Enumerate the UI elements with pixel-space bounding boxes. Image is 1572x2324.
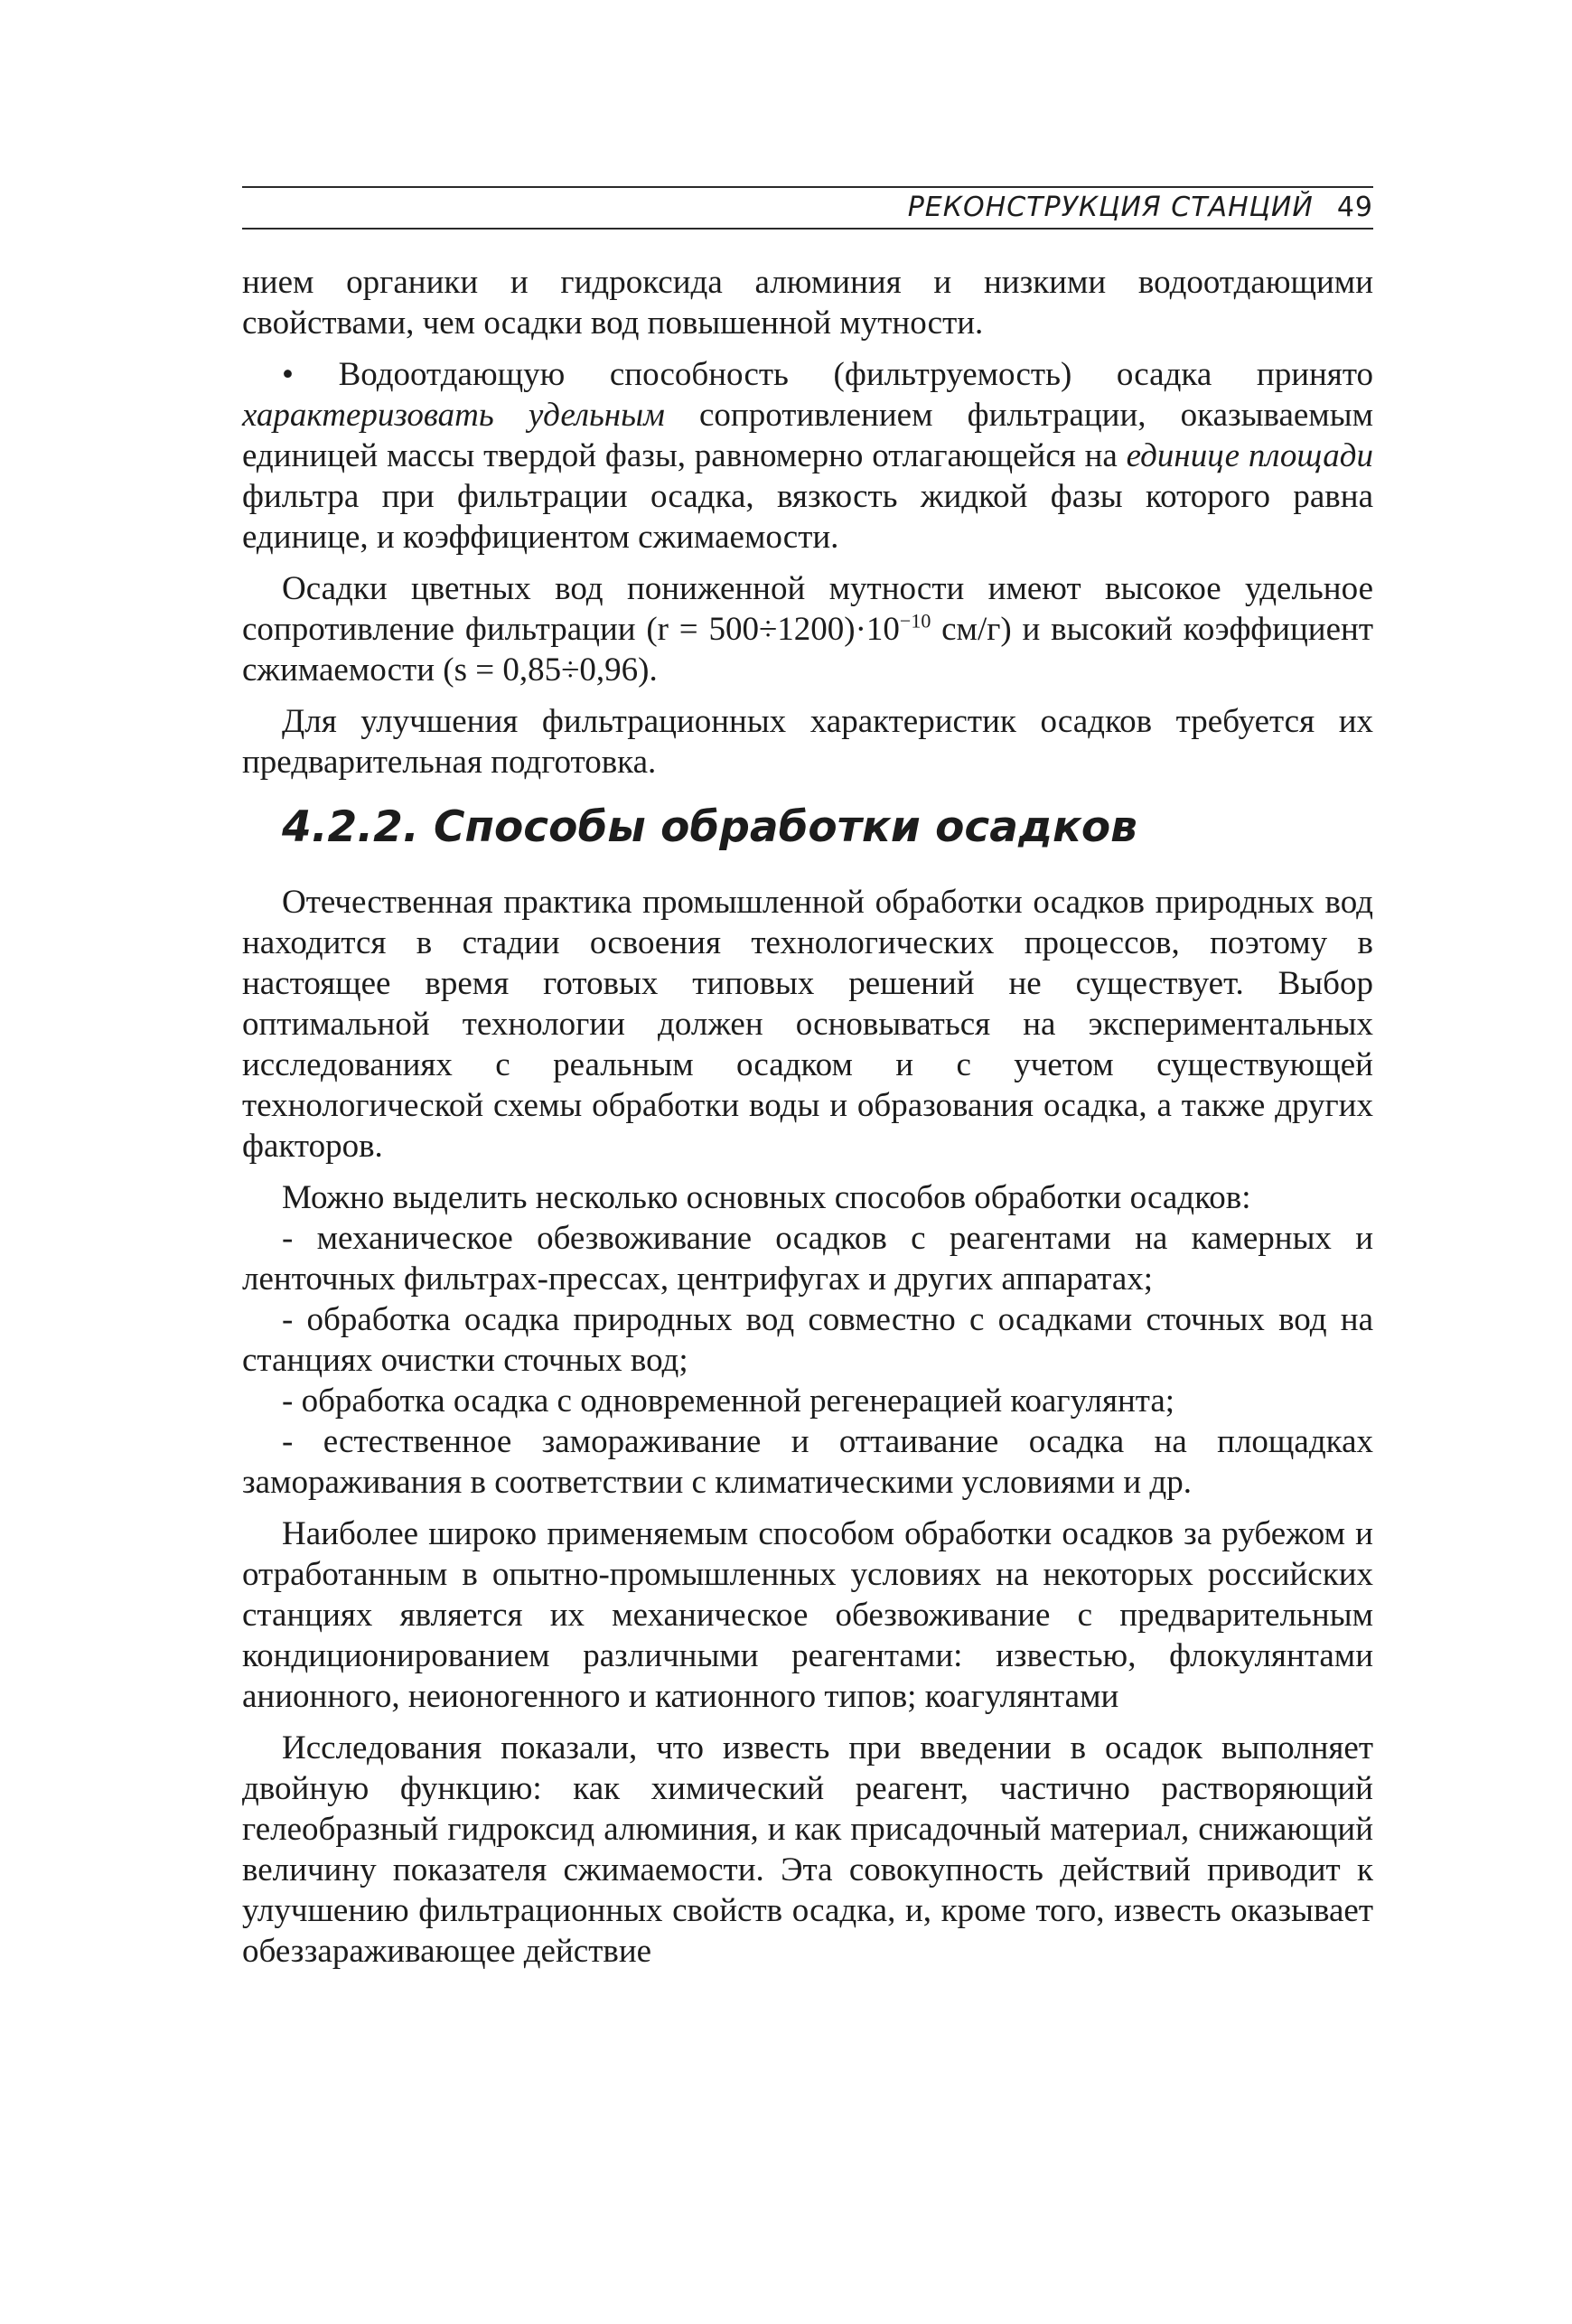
section-heading: 4.2.2. Способы обработки осадков <box>282 802 1137 852</box>
filterability-italic-2: единице площади <box>1126 437 1374 474</box>
text-block-top <box>242 262 1373 782</box>
paragraph-lime-research: Исследования показали, что известь при введении в осадок выполняет двойную функцию: как химический реагент, частично растворяющий гелеобразный гидроксид алюминия, и как присадочный материал, снижающий величину показателя сжимаемости. Эта совокупность действий приводит к улучшению фильтрационных свойств осадка, и, кроме того, известь оказывает обеззараживающее действие <box>242 1729 1373 1970</box>
text-block-bottom <box>242 882 1373 1972</box>
paragraph-filterability <box>242 354 1373 558</box>
list-item: - обработка осадка природных вод совместно с осадками сточных вод на станциях очистки сточных вод; <box>242 1301 1373 1379</box>
colored-water-post: см/г) и высокий коэффициент сжимаемости (s = 0,85÷0,96). <box>242 611 1373 689</box>
filterability-lead: • Водоотдающую способность (фильтруемость) осадка принято <box>282 356 1373 393</box>
filterability-middle: сопротивлением фильтрации, оказываемым единицей массы твердой фазы, равномерно отлагающейся на <box>242 397 1373 474</box>
page-number: 49 <box>1336 192 1373 223</box>
paragraph-continuation: нием органики и гидроксида алюминия и низкими водоотдающими свойствами, чем осадки вод повышенной мутности. <box>242 264 1373 342</box>
colored-water-pre: Осадки цветных вод пониженной мутности имеют высокое удельное сопротивление фильтрации (r = 500÷1200)·10 <box>242 570 1373 648</box>
list-item: - естественное замораживание и оттаивание осадка на площадках замораживания в соответствии с климатическими условиями и др. <box>242 1423 1373 1501</box>
running-head <box>242 192 1373 224</box>
paragraph-mechanical-dewatering: Наиболее широко применяемым способом обработки осадков за рубежом и отработанным в опытно-промышленных условиях на некоторых российских станциях является их механическое обезвоживание с предварительным кондиционированием различными реагентами: известью, флокулянтами анионного, неионогенного и катионного типов; коагулянтами <box>242 1515 1373 1715</box>
paragraph-methods-intro: Можно выделить несколько основных способов обработки осадков: <box>282 1179 1251 1216</box>
paragraph-domestic-practice: Отечественная практика промышленной обработки осадков природных вод находится в стадии освоения технологических процессов, поэтому в настоящее время готовых типовых решений не существует. Выбор оптимальной технологии должен основываться на экспериментальных исследованиях с реальным осадком и с учетом существующей технологической схемы обработки воды и образования осадка, а также других факторов. <box>242 884 1373 1165</box>
filterability-tail: фильтра при фильтрации осадка, вязкость жидкой фазы которого равна единице, и коэффициентом сжимаемости. <box>242 478 1373 556</box>
header-rule-top <box>242 186 1373 188</box>
filterability-italic-1: характеризовать удельным <box>242 397 665 434</box>
exponent: −10 <box>899 609 931 633</box>
list-item: - обработка осадка с одновременной регенерацией коагулянта; <box>282 1382 1175 1420</box>
running-head-title: РЕКОНСТРУКЦИЯ СТАНЦИЙ <box>907 192 1314 223</box>
paragraph-pretreatment: Для улучшения фильтрационных характеристик осадков требуется их предварительная подготовка. <box>242 703 1373 781</box>
paragraph-colored-water <box>242 568 1373 690</box>
list-item: - механическое обезвоживание осадков с реагентами на камерных и ленточных фильтрах-прессах, центрифугах и других аппаратах; <box>242 1220 1373 1298</box>
header-rule-bottom <box>242 228 1373 230</box>
